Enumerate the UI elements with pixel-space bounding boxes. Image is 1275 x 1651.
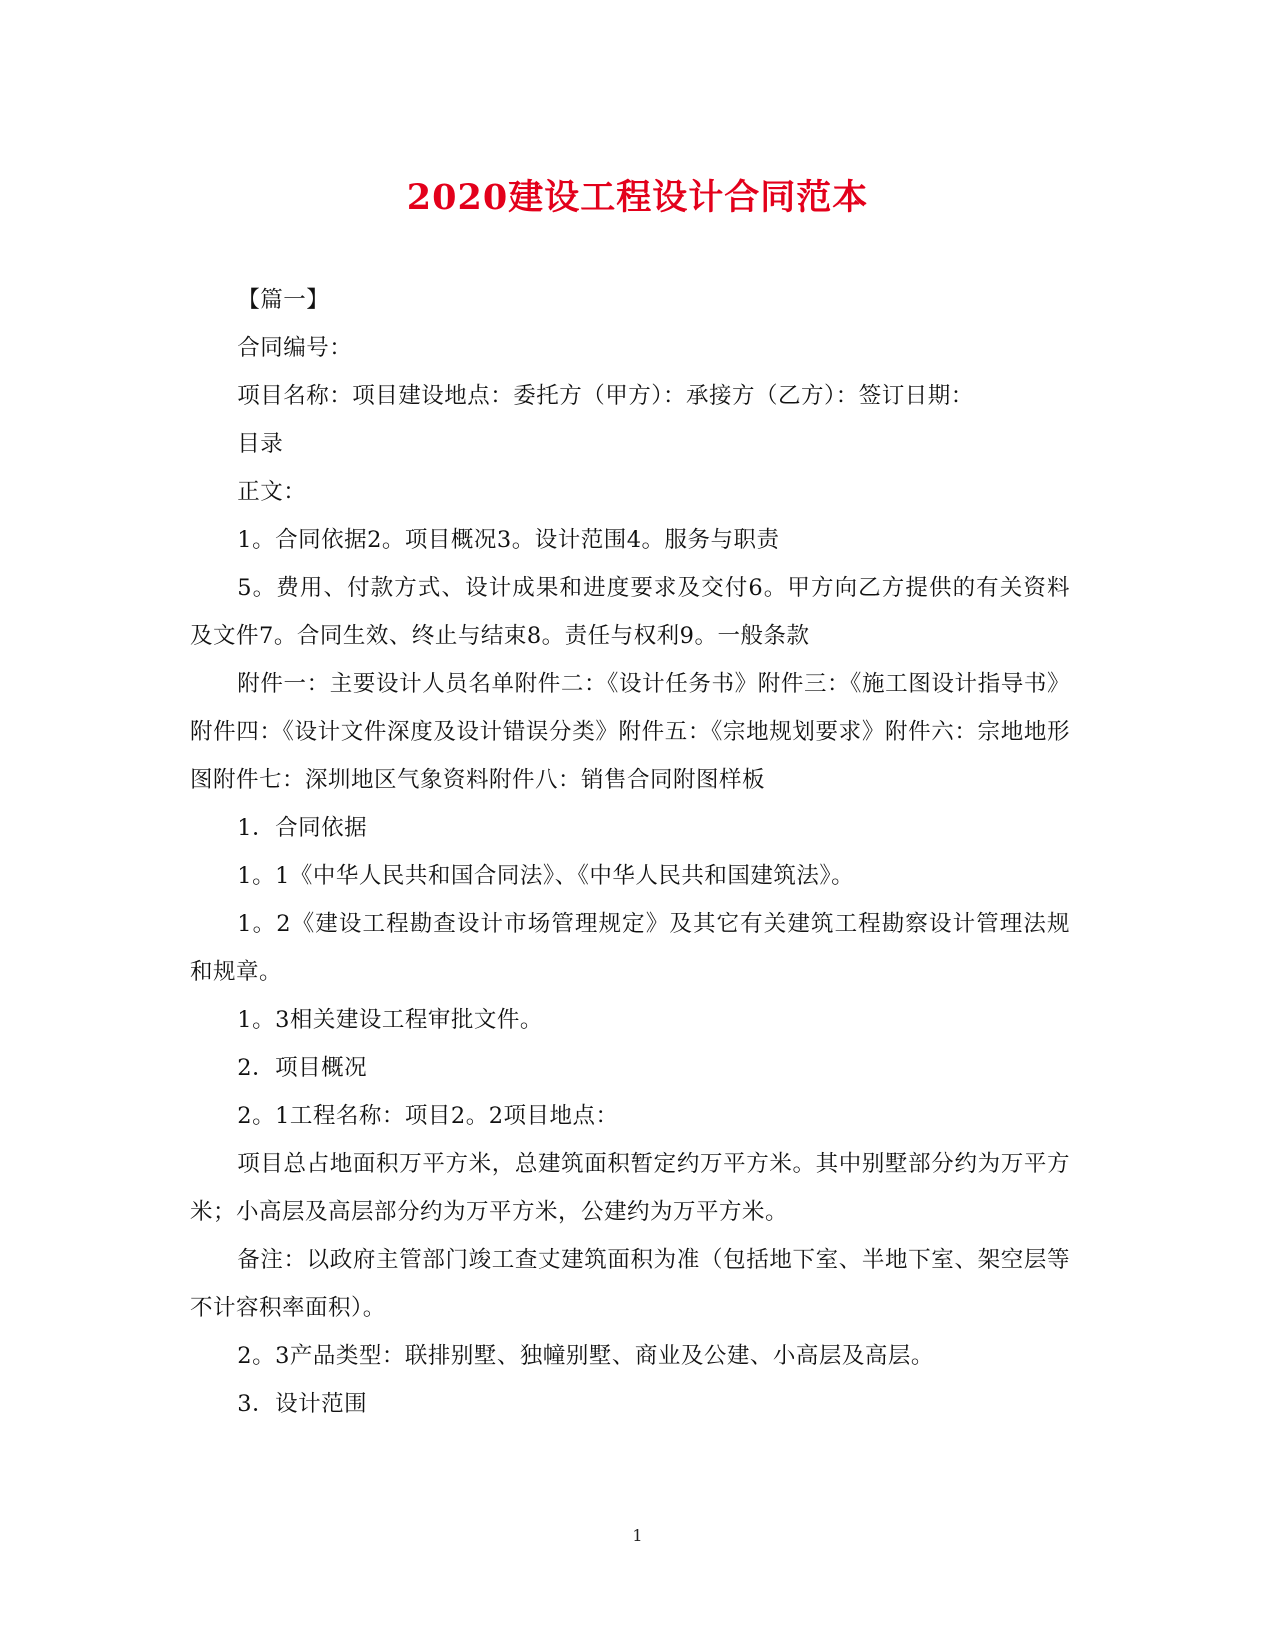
project-info-line: 项目名称：项目建设地点：委托方（甲方）：承接方（乙方）：签订日期： xyxy=(237,383,974,409)
heading-project-overview: 2．项目概况 xyxy=(237,1055,368,1081)
main-text-label: 正文： xyxy=(237,479,307,505)
section-heading-part-one: 【篇一】 xyxy=(237,287,330,313)
toc-items-1: 1。合同依据2。项目概况3。设计范围4。服务与职责 xyxy=(237,527,780,553)
clause-2-3: 2。3产品类型：联排别墅、独幢别墅、商业及公建、小高层及高层。 xyxy=(237,1343,934,1369)
attachments-list: 附件一：主要设计人员名单附件二：《设计任务书》附件三：《施工图设计指导书》附件四：《设计文件深度及设计错误分类》附件五：《宗地规划要求》附件六：宗地地形图附件七：深圳地区气象资料附件八：销售合同附图样板 xyxy=(190,671,1070,793)
heading-contract-basis: 1．合同依据 xyxy=(237,815,368,841)
toc-items-2: 5。费用、付款方式、设计成果和进度要求及交付6。甲方向乙方提供的有关资料及文件7。合同生效、终止与结束8。责任与权利9。一般条款 xyxy=(190,575,1070,649)
contract-number-line: 合同编号： xyxy=(237,335,353,361)
document-body xyxy=(190,276,1070,1428)
table-of-contents-label: 目录 xyxy=(237,431,284,457)
clause-2-1-2-2: 2。1工程名称：项目2。2项目地点： xyxy=(237,1103,619,1129)
page-number: 1 xyxy=(632,1526,643,1545)
clause-1-3: 1。3相关建设工程审批文件。 xyxy=(237,1007,543,1033)
remark-paragraph: 备注：以政府主管部门竣工查丈建筑面积为准（包括地下室、半地下室、架空层等不计容积率面积）。 xyxy=(190,1247,1070,1321)
document-title: 2020建设工程设计合同范本 xyxy=(406,177,869,218)
project-area-paragraph: 项目总占地面积万平方米，总建筑面积暂定约万平方米。其中别墅部分约为万平方米；小高层及高层部分约为万平方米，公建约为万平方米。 xyxy=(190,1151,1070,1225)
clause-1-2: 1。2《建设工程勘查设计市场管理规定》及其它有关建筑工程勘察设计管理法规和规章。 xyxy=(190,911,1070,985)
clause-1-1: 1。1《中华人民共和国合同法》、《中华人民共和国建筑法》。 xyxy=(237,863,855,889)
heading-design-scope: 3．设计范围 xyxy=(237,1391,368,1417)
